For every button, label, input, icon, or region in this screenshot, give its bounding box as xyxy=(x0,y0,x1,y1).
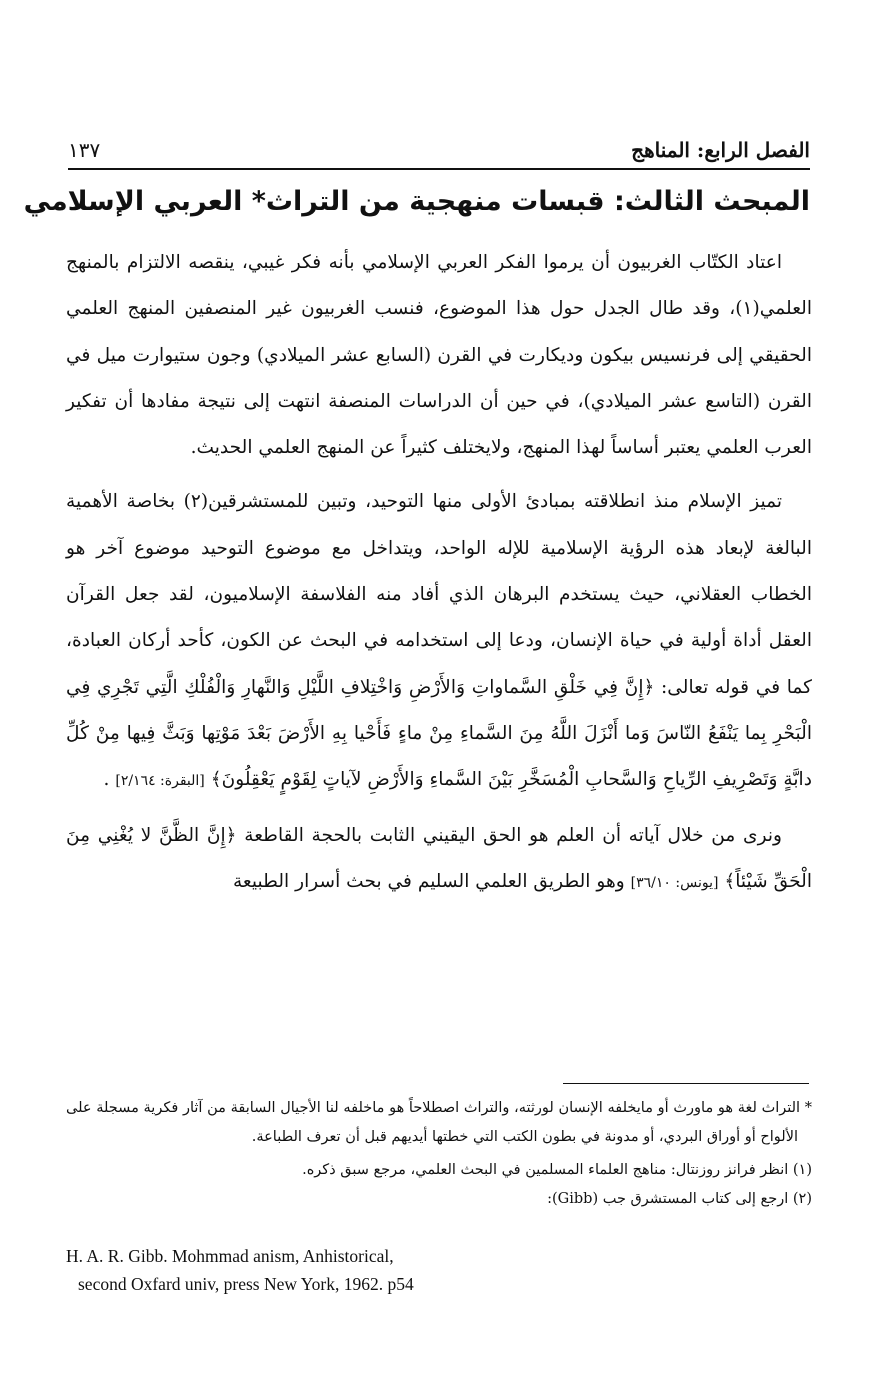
footnotes xyxy=(66,1094,812,1214)
footnote-2-reference-line-2: second Oxfard univ, press New York, 1962. p54 xyxy=(78,1274,414,1294)
section-heading: المبحث الثالث: قبسات منهجية من التراث* العربي الإسلامي xyxy=(23,186,810,217)
header-divider xyxy=(68,168,810,170)
quran-citation: [يونس: ٣٦/١٠] xyxy=(630,874,719,891)
quran-citation: [البقرة: ٢/١٦٤] xyxy=(115,773,205,790)
footnote-2-reference xyxy=(66,1242,518,1298)
paragraph-3 xyxy=(66,813,812,907)
chapter-title: الفصل الرابع: المناهج xyxy=(631,138,810,162)
footnote-star: * التراث لغة هو ماورث أو مايخلفه الإنسان لورثته، والتراث اصطلاحاً هو ماخلفه لنا الأجيال السابقة من آثار فكرية مسجلة على الألواح أو أوراق البردي، أو مدونة في بطون الكتب التي خطتها أيديهم قبل أن تعرف الطباعة. xyxy=(66,1100,812,1145)
paragraph-1: اعتاد الكتّاب الغربيون أن يرموا الفكر العربي الإسلامي بأنه فكر غيبي، ينقصه الالتزام بالمنهج العلمي(١)، وقد طال الجدل حول هذا الموضوع، فنسب الغربيون غير المنصفين المنهج العلمي الحقيقي إلى فرنسيس بيكون وديكارت في القرن (السابع عشر الميلادي) وجون ستيوارت ميل في القرن (التاسع عشر الميلادي)، في حين أن الدراسات المنصفة انتهت إلى نتيجة مفادها أن تفكير العرب العلمي يعتبر أساساً لهذا المنهج، ولايختلف كثيراً عن المنهج العلمي الحديث. xyxy=(66,252,812,459)
footnote-2: (٢) ارجع إلى كتاب المستشرق جب (Gibb): xyxy=(547,1191,812,1207)
body-text xyxy=(66,240,812,906)
paragraph-2 xyxy=(66,479,812,804)
paragraph-3-text: ونرى من خلال آياته أن العلم هو الحق اليقيني الثابت بالحجة القاطعة ﴿إِنَّ الظَّنَّ لا يُغْنِي مِنَ الْحَقِّ شَيْئاً﴾ xyxy=(66,824,812,892)
running-header xyxy=(68,120,810,162)
page-number: ١٣٧ xyxy=(68,138,101,162)
footnote-2-reference-line-1: H. A. R. Gibb. Mohmmad anism, Anhistorical, xyxy=(66,1246,394,1266)
paragraph-2-text: تميز الإسلام منذ انطلاقته بمبادئ الأولى منها التوحيد، وتبين للمستشرقين(٢) بخاصة الأهمية البالغة لإبعاد هذه الرؤية الإسلامية للإله الواحد، ويتداخل مع موضوع التوحيد موضوع آخر هو الخطاب العقلاني، حيث يستخدم البرهان الذي أفاد منه الفلاسفة الإسلاميون، لقد جعل القرآن العقل أداة أولية في حياة الإنسان، ودعا إلى استخدامه في البحث عن الكون، كأحد أركان العبادة، كما في قوله تعالى: ﴿إِنَّ فِي خَلْقِ السَّماواتِ وَالأَرْضِ وَاخْتِلافِ اللَّيْلِ وَالنَّهارِ وَالْفُلْكِ الَّتِي تَجْرِي فِي الْبَحْرِ بِما يَنْفَعُ النّاسَ وَما أَنْزَلَ اللَّهُ مِنَ السَّماءِ مِنْ ماءٍ فَأَحْيا بِهِ الأَرْضَ بَعْدَ مَوْتِها وَبَثَّ فِيها مِنْ كُلِّ دابَّةٍ وَتَصْرِيفِ الرِّياحِ وَالسَّحابِ الْمُسَخَّرِ بَيْنَ السَّماءِ وَالأَرْضِ لآياتٍ لِقَوْمٍ يَعْقِلُونَ﴾ xyxy=(66,491,812,791)
paragraph-3-end: وهو الطريق العلمي السليم في بحث أسرار الطبيعة xyxy=(232,870,625,892)
footnote-divider xyxy=(563,1083,809,1084)
paragraph-2-end: . xyxy=(103,769,110,791)
footnote-1: (١) انظر فرانز روزنتال: مناهج العلماء المسلمين في البحث العلمي، مرجع سبق ذكره. xyxy=(302,1162,812,1178)
